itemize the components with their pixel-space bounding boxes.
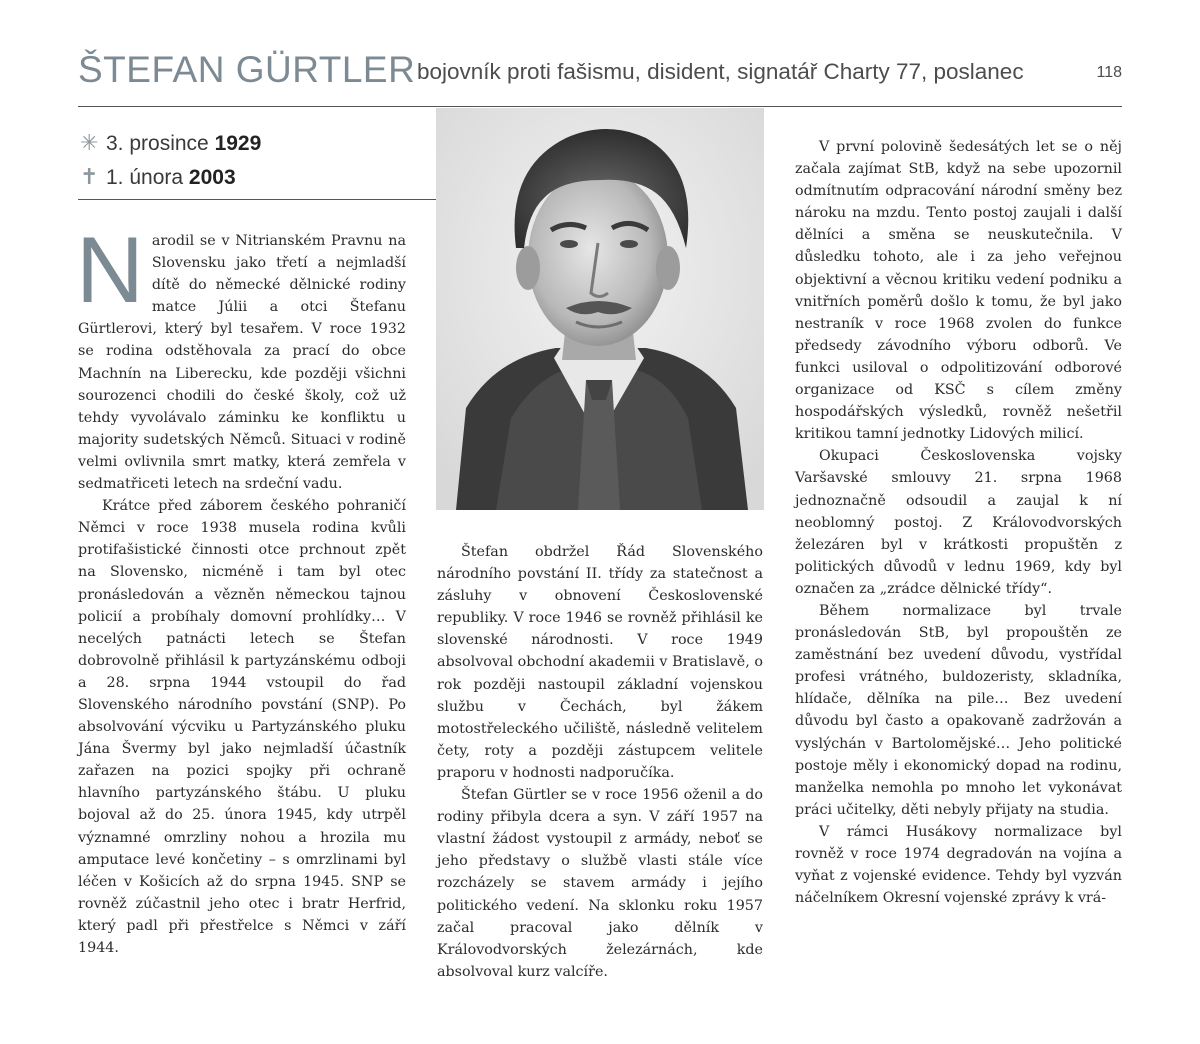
birth-day-month: 3. prosince [106,132,209,155]
paragraph: Během normalizace byl trvale pronásledován StB, byl propouštěn ze zaměstnání bez uvedení důvodu, vystřídal profesi vrátného, buldozeristy, skladníka, hlídače, dělníka na pile… Bez uvedení důvodu byl často a opakovaně zadržován a vyslýchán v Bartolomějské… Jeho politické postoje měly i ekonomický dopad na rodinu, manželka nemohla po mnoho let vykonávat práci učitelky, děti nebyly přijaty na studia. [795,602,1122,818]
death-day-month: 1. února [106,166,184,189]
person-name: ŠTEFAN GÜRTLER [78,49,416,90]
person-description: bojovník proti fašismu, disident, signatář Charty 77, poslanec [417,59,1024,84]
birth-year: 1929 [214,132,262,155]
birth-date [80,126,436,160]
paragraph: Štefan Gürtler se v roce 1956 oženil a do rodiny přibyla dcera a syn. V září 1957 na vlastní žádost vystoupil z armády, neboť se jeho představy o službě vlasti stále více rozcházely se stavem armády i jejího politického vedení. Na sklonku roku 1957 začal pracoval jako dělník v Královodvorských železárnách, kde absolvoval kurz valcíře. [437,787,763,980]
header-rule [78,106,1122,107]
paragraph: V rámci Husákovy normalizace byl rovněž v roce 1974 degradován na vojína a vyňat z vojenské evidence. Tehdy byl vyzván náčelníkem Okresní vojenské zprávy k vrá- [795,823,1122,907]
text-column-3 [795,136,1122,909]
birth-asterisk-icon: ✳ [80,130,99,155]
paragraph: Štefan obdržel Řád Slovenského národního povstání II. třídy za statečnost a zásluhy v obnovení Československé republiky. V roce 1946 se rovněž přihlásil ke slovenské národnosti. V roce 1949 absolvoval obchodní akademii v Bratislavě, o rok později nastoupil základní vojenskou službu v Čechách, byl žákem motostřeleckého učiliště, následně velitelem čety, roty a později zástupcem velitele praporu v hodnosti nadporučíka. [437,544,763,781]
drop-cap: N [76,217,144,322]
page-number: 118 [1096,64,1122,81]
death-cross-icon: ✝ [80,164,99,189]
portrait-photo [436,108,764,510]
death-year: 2003 [188,166,236,189]
paragraph: Okupaci Československa vojsky Varšavské smlouvy 21. srpna 1968 jednoznačně odsoudil a zaujal k ní neoblomný postoj. Z Královodvorských železáren byl v krátkosti propuštěn z politických důvodů v lednu 1969, kdy byl označen za „zrádce dělnické třídy“. [795,448,1122,597]
paragraph: V první polovině šedesátých let se o něj začala zajímat StB, když na sebe upozornil odmítnutím odpracování národní směny bez nároku na mzdu. Tento postoj zaujali i další dělníci a směna se neuskutečnila. V důsledku tohoto, ale i za jeho veřejnou objektivní a věcnou kritiku vedení podniku a vnitřních poměrů došlo k tomu, že byl jako nestraník v roce 1968 zvolen do funkce předsedy závodního výboru odborů. Ve funkci usiloval o odpolitizování odborové organizace od KSČ s cílem změny hospodářských výsledků, rovněž nešetřil kritikou tamní jednotky Lidových milicí. [795,139,1122,443]
text-column-1 [76,217,406,959]
paragraph-text: arodil se v Nitrianském Pravnu na Slovensku jako třetí a nejmladší dítě do německé dělnické rodiny matce Júlii a otci Štefanu Gürtlerovi, který byl tesařem. V roce 1932 se rodina odstěhovala za prací do obce Machnín na Liberecku, kde později všichni sourozenci chodili do české školy, což už tehdy vyvolávalo záminku ke konfliktu u majority sudetských Němců. Situaci v rodině velmi ovlivnila smrt matky, která zemřela v sedmatřiceti letech na srdeční vadu. [78,233,406,493]
dates-rule [78,199,436,200]
life-dates [80,126,436,194]
paragraph [76,217,406,495]
death-date [80,160,436,194]
page-header [78,48,1122,92]
text-column-2 [437,541,763,983]
paragraph: Krátce před záborem českého pohraničí Němci v roce 1938 musela rodina kvůli protifašistické činnosti otce prchnout zpět na Slovensko, nicméně i tam byl otec pronásledován a vězněn německou tajnou policií a probíhaly domovní prohlídky… V necelých patnácti letech se Štefan dobrovolně přihlásil k partyzánskému odboji a 28. srpna 1944 vstoupil do řad Slovenského národního povstání (SNP). Po absolvování výcviku u Partyzánského pluku Jána Švermy byl jako nejmladší účastník zařazen na pozici spojky při ochraně hlavního partyzánského štábu. U pluku bojoval až do 25. února 1945, kdy utrpěl významné omrzliny nohou a hrozila mu amputace levé končetiny – s omrzlinami byl léčen v Košicích až do srpna 1945. SNP se rovněž zúčastnil jeho otec i bratr Herfrid, který padl při přestřelce s Němci v září 1944. [78,498,406,956]
